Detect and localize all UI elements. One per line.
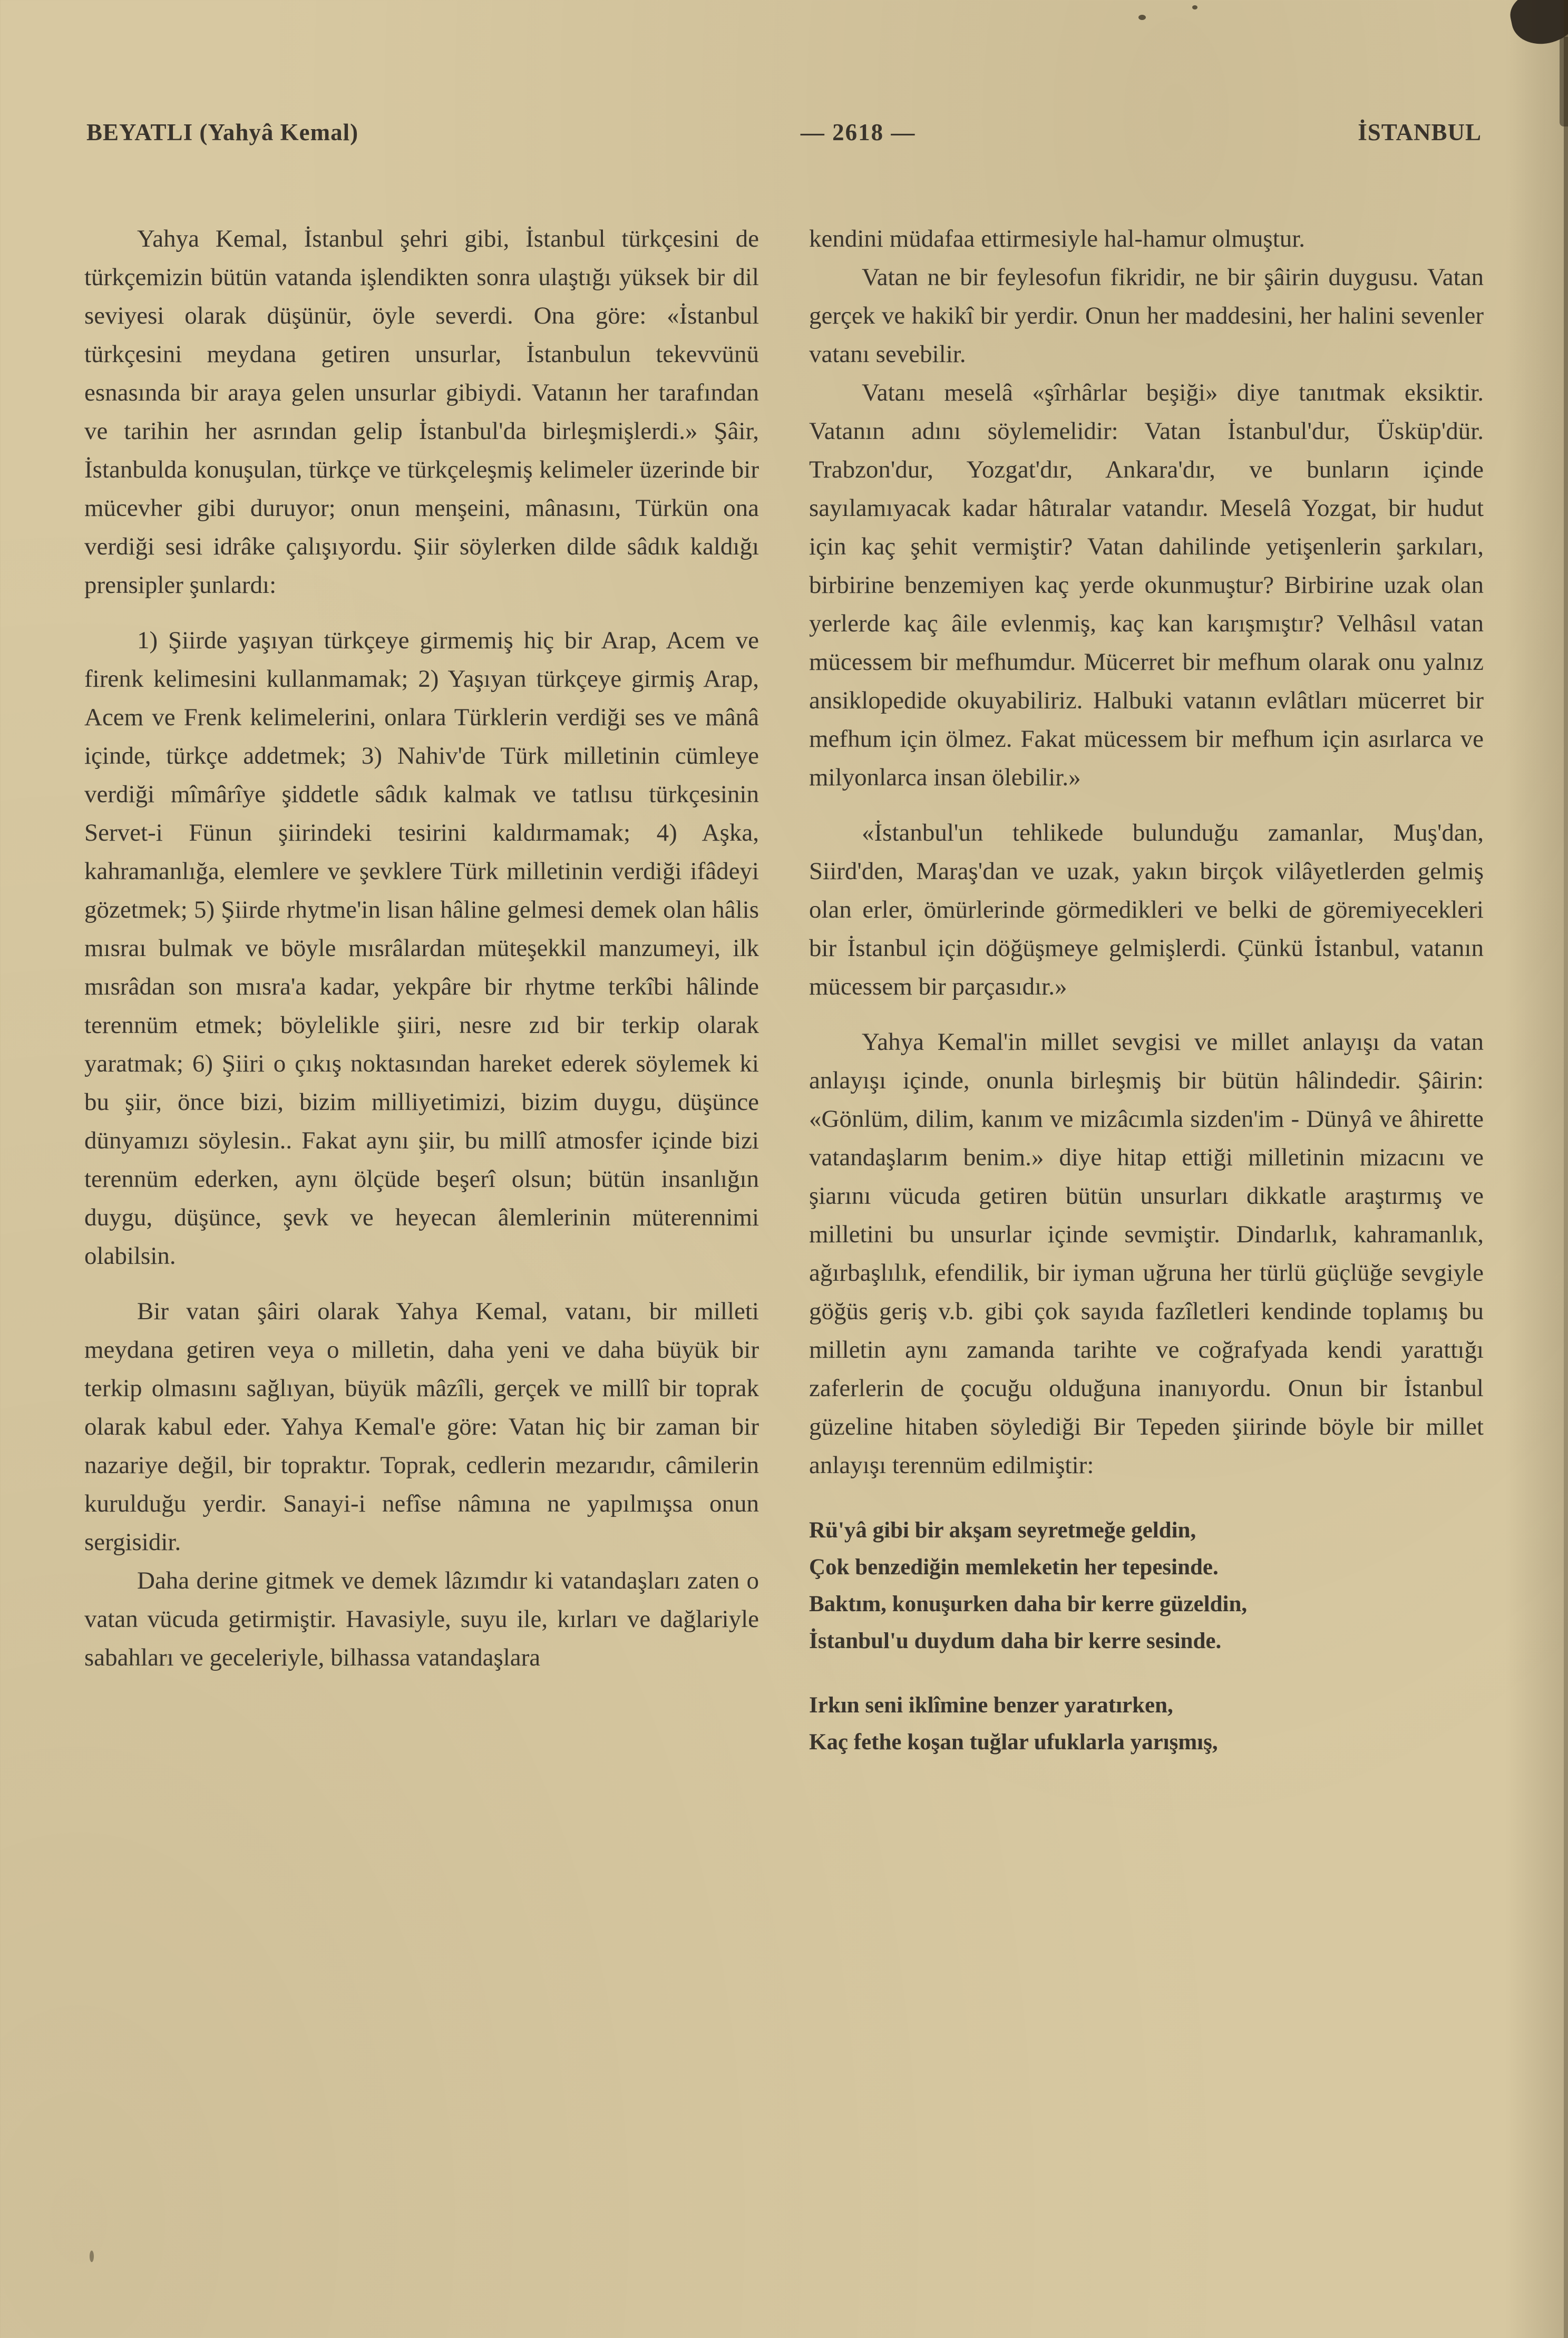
paragraph: kendini müdafaa ettirmesiyle hal-hamur olmuştur. [809, 225, 1306, 252]
paragraph: Bir vatan şâiri olarak Yahya Kemal, vatanı, bir milleti meydana getiren veya o milletin, daha yeni ve daha büyük bir terkip olmasını sağlıyan, büyük mâzîli, gerçek ve millî bir toprak olarak kabul eder. Yahya Kemal'e göre: Vatan hiç bir zaman bir nazariye değil, bir topraktır. Toprak, cedlerin mezarıdır, câmilerin kurulduğu yerdir. Sanayi-i nefîse nâmına ne yapılmışsa onun sergisidir. [84, 1298, 759, 1556]
paragraph: 1) Şiirde yaşıyan türkçeye girmemiş hiç bir Arap, Acem ve firenk kelimesini kullanmamak; 2) Yaşıyan türkçeye girmiş Arap, Acem ve Frenk kelimelerini, onlara Türklerin verdiği ses ve mânâ içinde, türkçe addetmek; 3) Nahiv'de Türk milletinin cümleye verdiği mîmârîye şiddetle sâdık kalmak ve tatlısu türkçesinin Servet-i Fünun şiirindeki tesirini kaldırmamak; 4) Aşka, kahramanlığa, elemlere ve şevklere Türk milletinin verdiği ifâdeyi gözetmek; 5) Şiirde rhytme'in lisan hâline gelmesi demek olan hâlis mısraı bulmak ve böyle mısrâlardan müteşekkil manzumeyi, ilk mısrâdan son mısra'a kadar, yekpâre bir rhytme terkîbi hâlinde terennüm etmek; böylelikle şiiri, nesre zıd bir terkip olarak yaratmak; 6) Şiiri o çıkış noktasından hareket ederek söylemek ki bu şiir, önce bizi, bizim milliyetimizi, bizim duygu, düşünce dünyamızı söylesin.. Fakat aynı şiir, bu millî atmosfer içinde bizi terennüm ederken, aynı ölçüde beşerî olsun; bütün insanlığın duygu, düşünce, şevk ve heyecan âlemlerinin müterennimi olabilsin. [84, 627, 759, 1270]
poem-line: Irkın seni iklîmine benzer yaratırken, [809, 1693, 1173, 1718]
text-columns [84, 220, 1484, 1761]
header-section-title: İSTANBUL [1358, 119, 1482, 145]
right-column [809, 220, 1484, 1761]
header-entry-title: BEYATLI (Yahyâ Kemal) [86, 119, 359, 145]
paragraph: Vatanı meselâ «şîrhârlar beşiği» diye tanıtmak eksiktir. Vatanın adını söylemelidir: Vatan İstanbul'dur, Üsküp'dür. Trabzon'dur, Yozgat'dır, Ankara'dır, ve bunların içinde sayılamıyacak kadar hâtıralar vatandır. Meselâ Yozgat, bir hudut için kaç şehit vermiştir? Vatan dahilinde yetişenlerin şarkıları, birbirine benzemiyen kaç yerde okunmuştur? Birbirine uzak olan yerlerde kaç âile evlenmiş, kaç kan karışmıştır? Velhâsıl vatan mücessem bir mefhumdur. Mücerret bir mefhum olarak onu yalnız ansiklopedide okuyabiliriz. Halbuki vatanın evlâtları mücerret bir mefhum için ölmez. Fakat mücessem bir mefhum için asırlarca ve milyonlarca insan ölebilir.» [809, 379, 1484, 791]
header-page-number: — 2618 — [800, 119, 916, 145]
paragraph: «İstanbul'un tehlikede bulunduğu zamanlar, Muş'dan, Siird'den, Maraş'dan ve uzak, yakın birçok vilâyetlerden gelmiş olan erler, ömürlerinde görmedikleri ve belki de göremiyecekleri bir İstanbul için döğüşmeye gelmişlerdi. Çünkü İstanbul, vatanın mücessem bir parçasıdır.» [809, 819, 1484, 1000]
poem-line: İstanbul'u duydum daha bir kerre sesinde. [809, 1629, 1222, 1653]
running-head [86, 119, 1482, 146]
left-column [84, 220, 759, 1761]
paragraph: Yahya Kemal, İstanbul şehri gibi, İstanbul türkçesini de türkçemizin bütün vatanda işlendikten sonra ulaştığı yüksek bir dil seviyesi olarak düşünür, öyle severdi. Ona göre: «İstanbul türkçesini meydana getiren unsurlar, İstanbulun tekevvünü esnasında bir araya gelen unsurlar gibiydi. Vatanın her tarafından ve tarihin her asrından gelip İstanbul'da birleşmişlerdi.» Şâir, İstanbulda konuşulan, türkçe ve türkçeleşmiş kelimeler üzerinde bir mücevher gibi duruyor; onun menşeini, mânasını, Türkün ona verdiği sesi idrâke çalışıyordu. Şiir söylerken dilde sâdık kaldığı prensipler şunlardı: [84, 225, 759, 599]
poem-line: Baktım, konuşurken daha bir kerre güzeldin, [809, 1592, 1248, 1616]
poem-line: Kaç fethe koşan tuğlar ufuklarla yarışmış, [809, 1730, 1218, 1755]
scan-speck [90, 2251, 94, 2262]
paragraph: Vatan ne bir feylesofun fikridir, ne bir şâirin duygusu. Vatan gerçek ve hakikî bir yerdir. Onun her maddesini, her halini sevenler vatanı sevebilir. [809, 264, 1484, 368]
paragraph: Daha derine gitmek ve demek lâzımdır ki vatandaşları zaten o vatan vücuda getirmiştir. Havasiyle, suyu ile, kırları ve dağlariyle sabahları ve geceleriyle, bilhassa vatandaşlara [84, 1567, 759, 1671]
paragraph: Yahya Kemal'in millet sevgisi ve millet anlayışı da vatan anlayışı içinde, onunla birleşmiş bir bütün hâlindedir. Şâirin: «Gönlüm, dilim, kanım ve mizâcımla sizden'im - Dünyâ ve âhirette vatandaşlarım benim.» diye hitap ettiği milletinin mizacını ve şiarını vücuda getiren bütün unsurları dikkatle araştırmış ve milletini bu unsurlar içinde sevmiştir. Dindarlık, kahramanlık, ağırbaşlılık, efendilik, bir iyman uğruna her türlü güçlüğe sevgiyle göğüs geriş v.b. gibi çok sayıda fazîletleri kendinde toplamış bu milletin aynı zamanda tarihte ve coğrafyada kendi yarattığı zaferlerin de çocuğu olduğuna inanıyordu. Onun bir İstanbul güzeline hitaben söylediği Bir Tepeden şiirinde böyle bir millet anlayışı terennüm edilmiştir: [809, 1028, 1484, 1479]
poem-line: Rü'yâ gibi bir akşam seyretmeğe geldin, [809, 1518, 1196, 1543]
poem-line: Çok benzediğin memleketin her tepesinde. [809, 1555, 1219, 1580]
